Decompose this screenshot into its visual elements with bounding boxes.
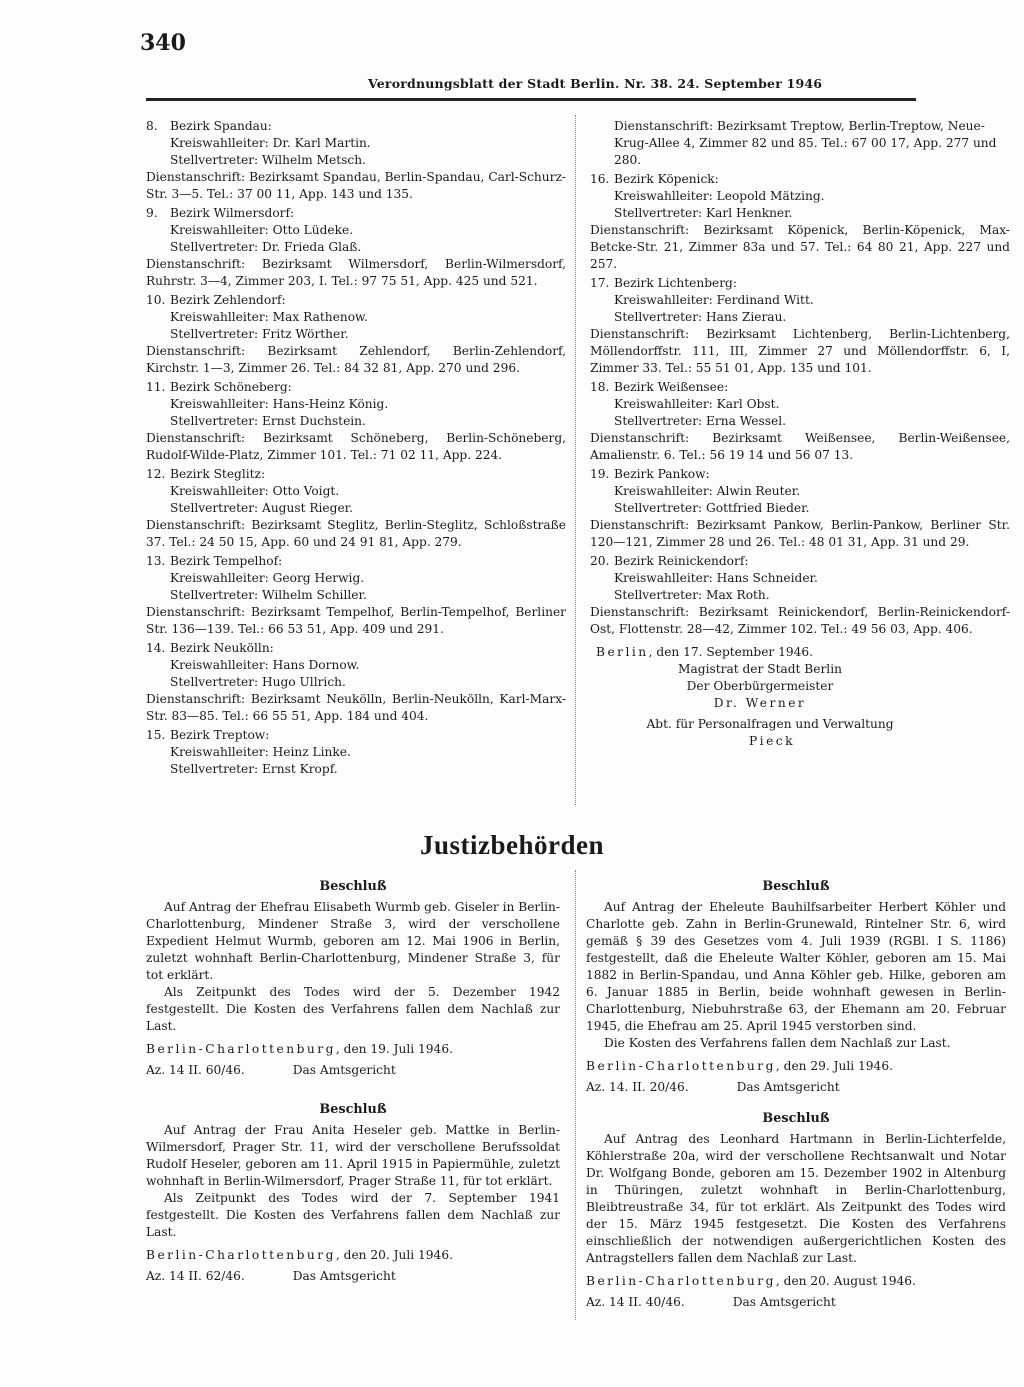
decision-place: Berlin-Charlottenburg — [586, 1274, 776, 1288]
decision-date: , den 19. Juli 1946. — [335, 1042, 453, 1056]
decision-reference — [586, 1294, 1006, 1311]
district-name: Bezirk Reinickendorf: — [614, 554, 749, 568]
district-leader: Kreiswahlleiter: Max Rathenow. — [170, 310, 368, 324]
district-leader: Kreiswahlleiter: Heinz Linke. — [170, 745, 351, 759]
district-entry — [590, 466, 1010, 551]
district-name: Bezirk Wilmersdorf: — [170, 206, 295, 220]
district-leader: Kreiswahlleiter: Alwin Reuter. — [614, 484, 801, 498]
decision-heading: Beschluß — [762, 879, 830, 894]
district-entry — [590, 553, 1010, 638]
decision-text: Als Zeitpunkt des Todes wird der 7. September 1941 festgestellt. Die Kosten des Verfahrens fallen dem Nachlaß zur Last. — [146, 1191, 560, 1239]
district-entry — [146, 553, 566, 638]
district-entry — [146, 205, 566, 290]
district-leader: Kreiswahlleiter: Dr. Karl Martin. — [170, 136, 371, 150]
district-deputy: Stellvertreter: Erna Wessel. — [614, 414, 786, 428]
district-deputy: Stellvertreter: Wilhelm Metsch. — [170, 153, 366, 167]
district-number: 16. — [590, 172, 610, 186]
running-header: Verordnungsblatt der Stadt Berlin. Nr. 38. 24. September 1946 — [368, 76, 823, 91]
header-rule — [146, 98, 916, 101]
district-leader: Kreiswahlleiter: Hans Dornow. — [170, 658, 360, 672]
decision-text: Als Zeitpunkt des Todes wird der 5. Dezember 1942 festgestellt. Die Kosten des Verfahrens fallen dem Nachlaß zur Last. — [146, 985, 560, 1033]
signature-city: Berlin — [596, 645, 649, 659]
column-divider — [575, 115, 576, 805]
district-leader: Kreiswahlleiter: Ferdinand Witt. — [614, 293, 814, 307]
district-address: Dienstanschrift: Bezirksamt Pankow, Berlin-Pankow, Berliner Str. 120—121, Zimmer 28 und 26. Tel.: 48 01 31, App. 31 und 29. — [590, 518, 1010, 549]
district-entry — [590, 275, 1010, 377]
district-entry — [146, 118, 566, 203]
district-leader: Kreiswahlleiter: Georg Herwig. — [170, 571, 365, 585]
decision-place-date — [586, 1058, 1006, 1075]
district-entry — [146, 466, 566, 551]
decision-reference — [146, 1062, 560, 1079]
district-number: 14. — [146, 641, 166, 655]
district-number: 20. — [590, 554, 610, 568]
district-leader: Kreiswahlleiter: Hans Schneider. — [614, 571, 818, 585]
district-entry — [146, 640, 566, 725]
district-address: Dienstanschrift: Bezirksamt Neukölln, Berlin-Neukölln, Karl-Marx-Str. 83—85. Tel.: 66 55 51, App. 184 und 404. — [146, 692, 566, 723]
signature-place-date — [590, 644, 1010, 661]
district-name: Bezirk Tempelhof: — [170, 554, 283, 568]
district-address: Dienstanschrift: Bezirksamt Weißensee, Berlin-Weißensee, Amalienstr. 6. Tel.: 56 19 14 und 56 07 13. — [590, 431, 1010, 462]
district-deputy: Stellvertreter: Dr. Frieda Glaß. — [170, 240, 362, 254]
decision — [586, 1110, 1006, 1311]
district-name: Bezirk Schöneberg: — [170, 380, 292, 394]
district-deputy: Stellvertreter: Karl Henkner. — [614, 206, 793, 220]
district-entry — [146, 379, 566, 464]
page-number: 340 — [140, 30, 186, 56]
decision-place: Berlin-Charlottenburg — [586, 1059, 776, 1073]
district-address: Dienstanschrift: Bezirksamt Zehlendorf, Berlin-Zehlendorf, Kirchstr. 1—3, Zimmer 26. Tel.: 84 32 81, App. 270 und 296. — [146, 344, 566, 375]
decision — [146, 1101, 560, 1285]
decision-file-number: Az. 14 II. 40/46. — [586, 1295, 685, 1309]
district-number: 18. — [590, 380, 610, 394]
district-entry — [590, 171, 1010, 273]
decision-court: Das Amtsgericht — [292, 1063, 396, 1077]
district-number: 9. — [146, 206, 158, 220]
decision-reference — [146, 1268, 560, 1285]
district-address-continuation: Dienstanschrift: Bezirksamt Treptow, Berlin-Treptow, Neue-Krug-Allee 4, Zimmer 82 und 85. Tel.: 67 00 17, App. 277 und 280. — [614, 119, 997, 167]
district-list-right — [590, 118, 1010, 750]
decision-text: Auf Antrag der Ehefrau Elisabeth Wurmb geb. Giseler in Berlin-Charlottenburg, Mindener Straße 3, wird der verschollene Expedient Helmut Wurmb, geboren am 12. Mai 1906 in Berlin, zuletzt wohnhaft Berlin-Charlottenburg, Mindener Straße 3, für tot erklärt. — [146, 900, 560, 982]
district-number: 12. — [146, 467, 166, 481]
decision-heading: Beschluß — [762, 1111, 830, 1126]
column-divider — [575, 870, 576, 1320]
district-name: Bezirk Lichtenberg: — [614, 276, 737, 290]
decision-court: Das Amtsgericht — [736, 1080, 840, 1094]
district-leader: Kreiswahlleiter: Otto Lüdeke. — [170, 223, 354, 237]
signature-block — [590, 644, 1010, 750]
district-address: Dienstanschrift: Bezirksamt Schöneberg, Berlin-Schöneberg, Rudolf-Wilde-Platz, Zimmer 101. Tel.: 71 02 11, App. 224. — [146, 431, 566, 462]
district-deputy: Stellvertreter: Hugo Ullrich. — [170, 675, 346, 689]
district-name: Bezirk Zehlendorf: — [170, 293, 286, 307]
signature-date: , den 17. September 1946. — [648, 645, 814, 659]
signature-authority: Magistrat der Stadt Berlin — [678, 662, 842, 676]
district-name: Bezirk Spandau: — [170, 119, 272, 133]
district-name: Bezirk Steglitz: — [170, 467, 266, 481]
district-name: Bezirk Neukölln: — [170, 641, 274, 655]
district-name: Bezirk Treptow: — [170, 728, 270, 742]
decision-reference — [586, 1079, 1006, 1096]
district-deputy: Stellvertreter: Max Roth. — [614, 588, 770, 602]
district-address: Dienstanschrift: Bezirksamt Tempelhof, Berlin-Tempelhof, Berliner Str. 136—139. Tel.: 66 53 51, App. 409 und 291. — [146, 605, 566, 636]
decision-text: Auf Antrag der Eheleute Bauhilfsarbeiter Herbert Köhler und Charlotte geb. Zahn in Berlin-Grunewald, Rintelner Str. 6, wird gemäß § 39 des Gesetzes vom 4. Juli 1939 (RGBl. I S. 1186) festgestellt, daß die Eheleute Walter Köhler, geboren am 15. Mai 1882 in Berlin-Spandau, und Anna Köhler geb. Hilke, geboren am 6. Januar 1885 in Berlin, beide wohnhaft gewesen in Berlin-Charlottenburg, Niebuhrstraße 63, der Ehemann am 20. Februar 1945, die Ehefrau am 25. April 1945 verstorben sind. — [586, 900, 1006, 1033]
decision-place-date — [146, 1247, 560, 1264]
decisions-left — [146, 878, 560, 1285]
district-leader: Kreiswahlleiter: Otto Voigt. — [170, 484, 340, 498]
district-deputy: Stellvertreter: August Rieger. — [170, 501, 354, 515]
district-deputy: Stellvertreter: Ernst Duchstein. — [170, 414, 366, 428]
decision-date: , den 20. August 1946. — [775, 1274, 916, 1288]
district-leader: Kreiswahlleiter: Hans-Heinz König. — [170, 397, 389, 411]
district-number: 8. — [146, 119, 158, 133]
decision-heading: Beschluß — [319, 1102, 387, 1117]
district-number: 15. — [146, 728, 166, 742]
decision-place: Berlin-Charlottenburg — [146, 1042, 336, 1056]
district-number: 10. — [146, 293, 166, 307]
decision — [586, 878, 1006, 1096]
decision-text: Die Kosten des Verfahrens fallen dem Nachlaß zur Last. — [604, 1036, 951, 1050]
district-deputy: Stellvertreter: Fritz Wörther. — [170, 327, 349, 341]
district-leader: Kreiswahlleiter: Leopold Mätzing. — [614, 189, 825, 203]
district-address: Dienstanschrift: Bezirksamt Steglitz, Berlin-Steglitz, Schloßstraße 37. Tel.: 24 50 15, App. 60 und 24 91 81, App. 279. — [146, 518, 566, 549]
decision-place: Berlin-Charlottenburg — [146, 1248, 336, 1262]
district-address: Dienstanschrift: Bezirksamt Reinickendorf, Berlin-Reinickendorf-Ost, Flottenstr. 28—42, Zimmer 102. Tel.: 49 56 03, App. 406. — [590, 605, 1010, 636]
decision-date: , den 20. Juli 1946. — [335, 1248, 453, 1262]
district-address: Dienstanschrift: Bezirksamt Lichtenberg, Berlin-Lichtenberg, Möllendorffstr. 111, III, Zimmer 27 und Möllendorffstr. 6, I, Zimmer 33. Tel.: 55 51 01, App. 135 und 101. — [590, 327, 1010, 375]
decision-file-number: Az. 14 II. 62/46. — [146, 1269, 245, 1283]
decision-date: , den 29. Juli 1946. — [775, 1059, 893, 1073]
decision-place-date — [146, 1041, 560, 1058]
decision-text: Auf Antrag der Frau Anita Heseler geb. Mattke in Berlin-Wilmersdorf, Prager Str. 11, wird der verschollene Berufssoldat Rudolf Heseler, geboren am 11. April 1915 in Papiermühle, zuletzt wohnhaft in Berlin-Wilmersdorf, Prager Straße 11, für tot erklärt. — [146, 1123, 560, 1188]
district-name: Bezirk Köpenick: — [614, 172, 719, 186]
district-number: 11. — [146, 380, 166, 394]
district-deputy: Stellvertreter: Wilhelm Schiller. — [170, 588, 367, 602]
district-deputy: Stellvertreter: Ernst Kropf. — [170, 762, 338, 776]
district-number: 19. — [590, 467, 610, 481]
district-number: 13. — [146, 554, 166, 568]
decisions-right — [586, 878, 1006, 1311]
district-address: Dienstanschrift: Bezirksamt Köpenick, Berlin-Köpenick, Max-Betcke-Str. 21, Zimmer 83a und 57. Tel.: 64 80 21, App. 227 und 257. — [590, 223, 1010, 271]
decision-text: Auf Antrag des Leonhard Hartmann in Berlin-Lichterfelde, Köhlerstraße 20a, wird der verschollene Rechtsanwalt und Notar Dr. Wolfgang Bonde, geboren am 15. Dezember 1902 in Altenburg in Thüringen, zuletzt wohnhaft in Berlin-Charlottenburg, Bleibtreustraße 34, für tot erklärt. Als Zeitpunkt des Todes wird der 15. März 1945 festgesetzt. Die Kosten des Verfahrens einschließlich der notwendigen außergerichtlichen Kosten des Antragstellers fallen dem Nachlaß zur Last. — [586, 1132, 1006, 1265]
signature-office: Der Oberbürgermeister — [686, 679, 834, 693]
district-name: Bezirk Pankow: — [614, 467, 710, 481]
decision-place-date — [586, 1273, 1006, 1290]
district-entry — [146, 292, 566, 377]
decision-court: Das Amtsgericht — [292, 1269, 396, 1283]
district-deputy: Stellvertreter: Hans Zierau. — [614, 310, 787, 324]
decision — [146, 878, 560, 1079]
signature-name: Pieck — [748, 734, 796, 748]
district-list-left — [146, 118, 566, 780]
district-address: Dienstanschrift: Bezirksamt Spandau, Berlin-Spandau, Carl-Schurz-Str. 3—5. Tel.: 37 00 11, App. 143 und 135. — [146, 170, 566, 201]
signature-department: Abt. für Personalfragen und Verwaltung — [646, 717, 894, 731]
decision-heading: Beschluß — [319, 879, 387, 894]
district-entry — [590, 379, 1010, 464]
district-name: Bezirk Weißensee: — [614, 380, 729, 394]
decision-court: Das Amtsgericht — [732, 1295, 836, 1309]
district-address: Dienstanschrift: Bezirksamt Wilmersdorf, Berlin-Wilmersdorf, Ruhrstr. 3—4, Zimmer 203, I. Tel.: 97 75 51, App. 425 und 521. — [146, 257, 566, 288]
district-leader: Kreiswahlleiter: Karl Obst. — [614, 397, 780, 411]
section-title: Justizbehörden — [419, 830, 605, 860]
district-entry — [146, 727, 566, 778]
decision-file-number: Az. 14. II. 20/46. — [586, 1080, 689, 1094]
district-number: 17. — [590, 276, 610, 290]
decision-file-number: Az. 14 II. 60/46. — [146, 1063, 245, 1077]
signature-name: Dr. Werner — [713, 696, 807, 710]
district-deputy: Stellvertreter: Gottfried Bieder. — [614, 501, 810, 515]
